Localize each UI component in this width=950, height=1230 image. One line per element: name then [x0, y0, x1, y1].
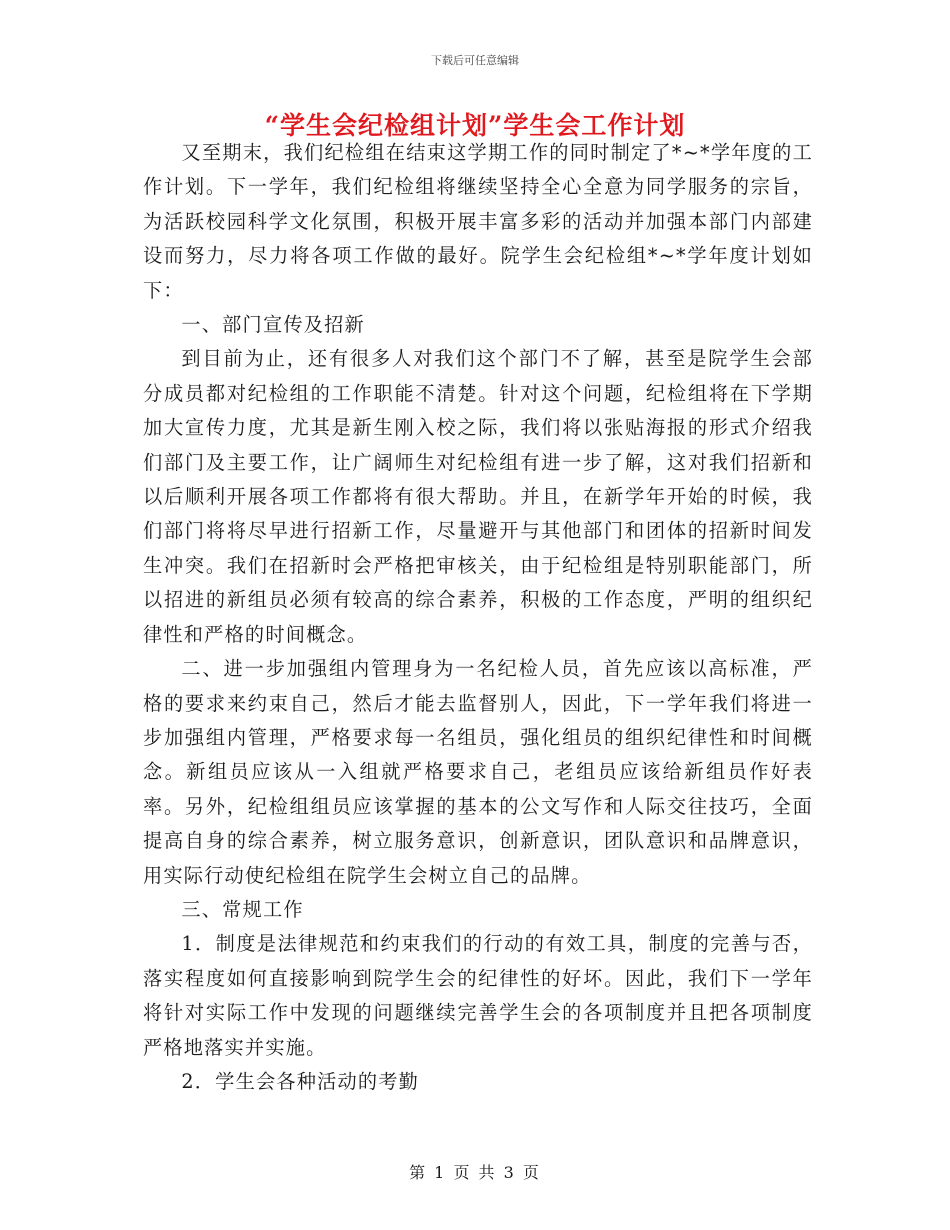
page-number-footer: 第 1 页 共 3 页 — [409, 1163, 541, 1182]
paragraph-publicity-recruitment: 到目前为止，还有很多人对我们这个部门不了解，甚至是院学生会部分成员都对纪检组的工作职能不清楚。针对这个问题，纪检组将在下学期加大宣传力度，尤其是新生刚入校之际，我们将以张贴海报的形式介绍我们部门及主要工作，让广阔师生对纪检组有进一步了解，这对我们招新和以后顺利开展各项工作都将有很大帮助。并且，在新学年开始的时候，我们部门将将尽早进行招新工作，尽量避开与其他部门和团体的招新时间发生冲突。我们在招新时会严格把审核关，由于纪检组是特别职能部门，所以招进的新组员必须有较高的综合素养，积极的工作态度，严明的组织纪律性和严格的时间概念。 — [143, 347, 813, 646]
page-header-note: 下载后可任意编辑 — [431, 54, 519, 67]
document-body — [143, 136, 813, 1099]
paragraph-intro: 又至期末，我们纪检组在结束这学期工作的同时制定了*~*学年度的工作计划。下一学年，我们纪检组将继续坚持全心全意为同学服务的宗旨，为活跃校园科学文化氛围，积极开展丰富多彩的活动并加强本部门内部建设而努力，尽力将各项工作做的最好。院学生会纪检组*~*学年度计划如下： — [143, 141, 813, 302]
section-heading-routine-work: 三、常规工作 — [181, 897, 304, 921]
document-title: “学生会纪检组计划”学生会工作计划 — [264, 111, 686, 140]
paragraph-attendance: 2．学生会各种活动的考勤 — [181, 1069, 420, 1093]
paragraph-rules-system: 1．制度是法律规范和约束我们的行动的有效工具，制度的完善与否，落实程度如何直接影响到院学生会的纪律性的好坏。因此，我们下一学年将针对实际工作中发现的问题继续完善学生会的各项制度并且把各项制度严格地落实并实施。 — [143, 932, 813, 1059]
paragraph-internal-management: 二、进一步加强组内管理身为一名纪检人员，首先应该以高标准，严格的要求来约束自己，然后才能去监督别人，因此，下一学年我们将进一步加强组内管理，严格要求每一名组员，强化组员的组织纪律性和时间概念。新组员应该从一入组就严格要求自己，老组员应该给新组员作好表率。另外，纪检组组员应该掌握的基本的公文写作和人际交往技巧，全面提高自身的综合素养，树立服务意识，创新意识，团队意识和品牌意识，用实际行动使纪检组在院学生会树立自己的品牌。 — [143, 657, 813, 887]
section-heading-publicity-recruitment: 一、部门宣传及招新 — [181, 313, 365, 337]
